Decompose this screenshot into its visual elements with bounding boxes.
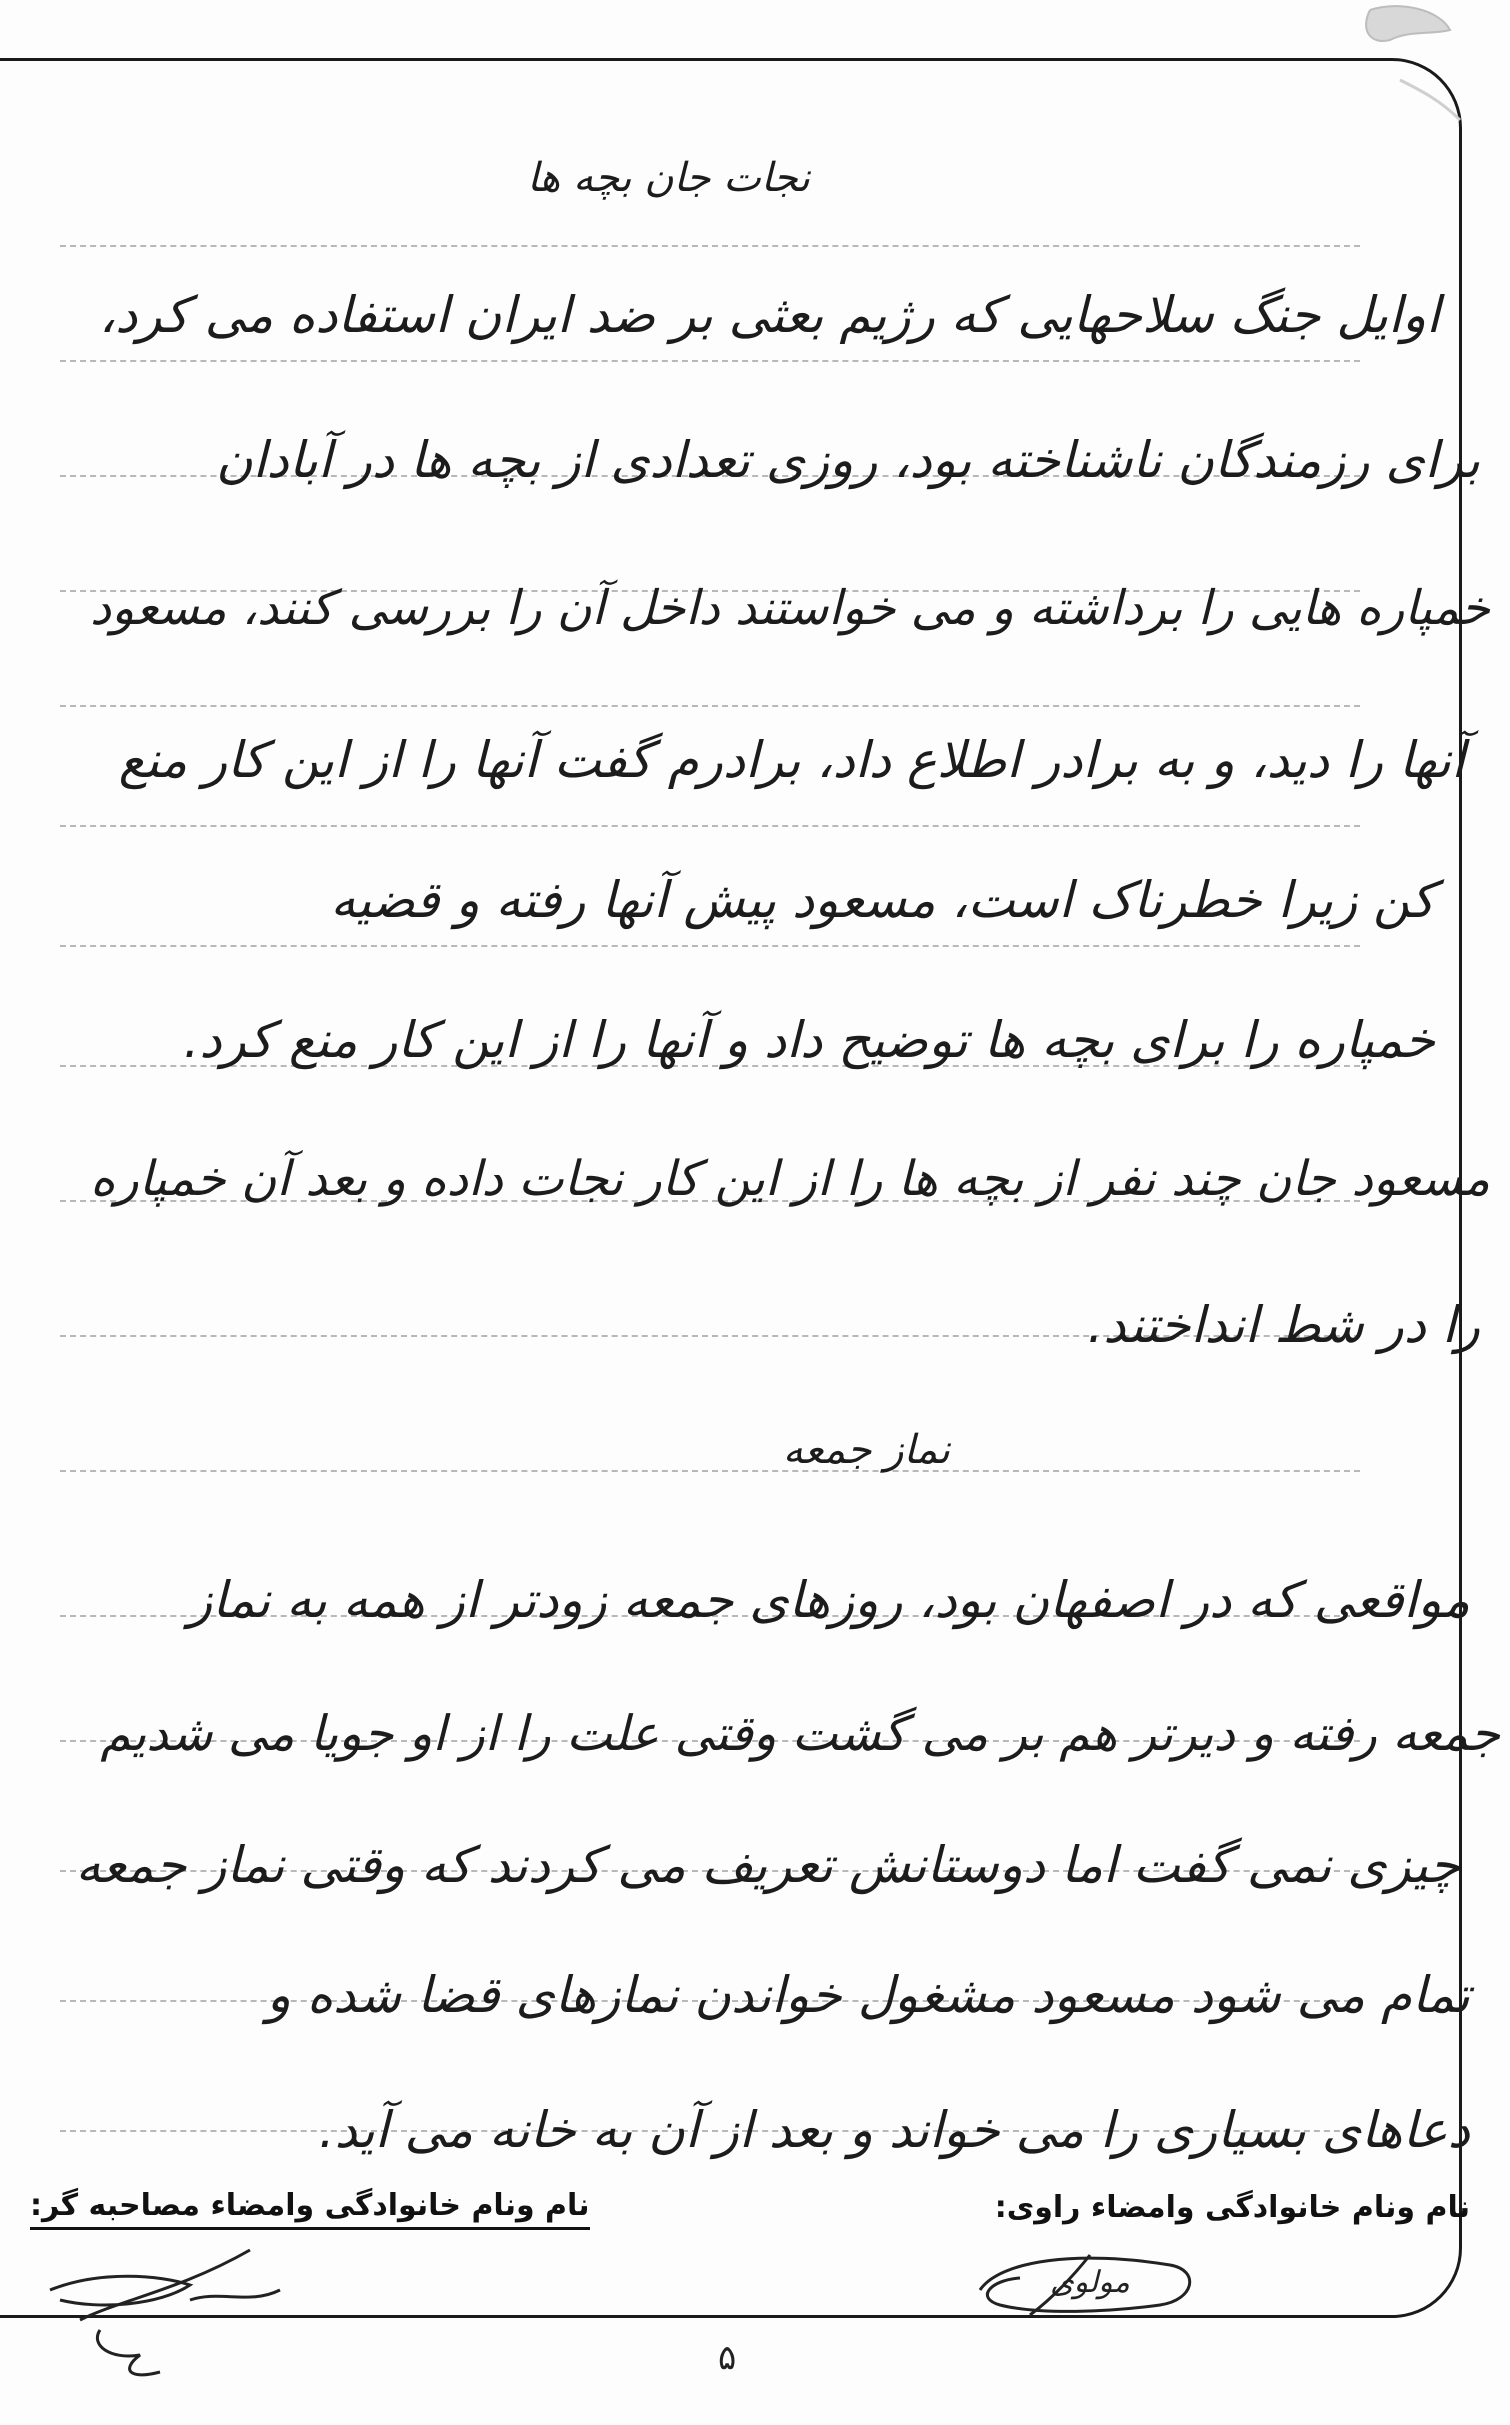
handwritten-line: دعاهای بسیاری را می خواند و بعد از آن به خانه می آید. xyxy=(318,2101,1470,2159)
handwritten-line: جمعه رفته و دیرتر هم بر می گشت وقتی علت را از او جویا می شدیم xyxy=(100,1706,1500,1762)
handwritten-line: چیزی نمی گفت اما دوستانش تعریف می کردند که وقتی نماز جمعه xyxy=(75,1836,1460,1894)
handwritten-line: خمپاره را برای بچه ها توضیح داد و آنها را از این کار منع کرد. xyxy=(183,1011,1435,1069)
narrator-signature xyxy=(960,2220,1220,2340)
svg-text:مولوی: مولوی xyxy=(1050,2265,1130,2300)
ruled-line xyxy=(60,245,1360,247)
handwritten-line: خمپاره هایی را برداشته و می خواستند داخل آن را بررسی کنند، مسعود xyxy=(90,581,1490,636)
section-title: نجات جان بچه ها xyxy=(527,155,810,201)
section-title: نماز جمعه xyxy=(782,1427,950,1473)
handwritten-line: را در شط انداختند. xyxy=(1087,1296,1480,1354)
handwritten-line: برای رزمندگان ناشناخته بود، روزی تعدادی از بچه ها در آبادان xyxy=(215,431,1480,489)
handwritten-line: تمام می شود مسعود مشغول خواندن نمازهای قضا شده و xyxy=(266,1966,1470,2024)
scan-smudge xyxy=(1330,0,1470,140)
ruled-line xyxy=(60,945,1360,947)
interviewer-signature xyxy=(40,2230,300,2380)
ruled-line xyxy=(60,1470,1360,1472)
ruled-line xyxy=(60,825,1360,827)
page-number: ۵ xyxy=(718,2338,737,2378)
narrator-signature-label: نام ونام خانوادگی وامضاء راوی: xyxy=(994,2190,1470,2225)
handwritten-line: مواقعی که در اصفهان بود، روزهای جمعه زودتر از همه به نماز xyxy=(188,1571,1470,1629)
ruled-line xyxy=(60,360,1360,362)
interviewer-signature-label: نام ونام خانوادگی وامضاء مصاحبه گر: xyxy=(30,2188,590,2230)
ruled-line xyxy=(60,705,1360,707)
handwritten-line: اوایل جنگ سلاحهایی که رژیم بعثی بر ضد ایران استفاده می کرد، xyxy=(98,286,1440,344)
handwritten-line: مسعود جان چند نفر از بچه ها را از این کار نجات داده و بعد آن خمپاره xyxy=(90,1151,1490,1207)
handwritten-line: کن زیرا خطرناک است، مسعود پیش آنها رفته و قضیه xyxy=(330,871,1435,929)
handwritten-line: آنها را دید، و به برادر اطلاع داد، برادرم گفت آنها را از این کار منع xyxy=(118,731,1465,789)
